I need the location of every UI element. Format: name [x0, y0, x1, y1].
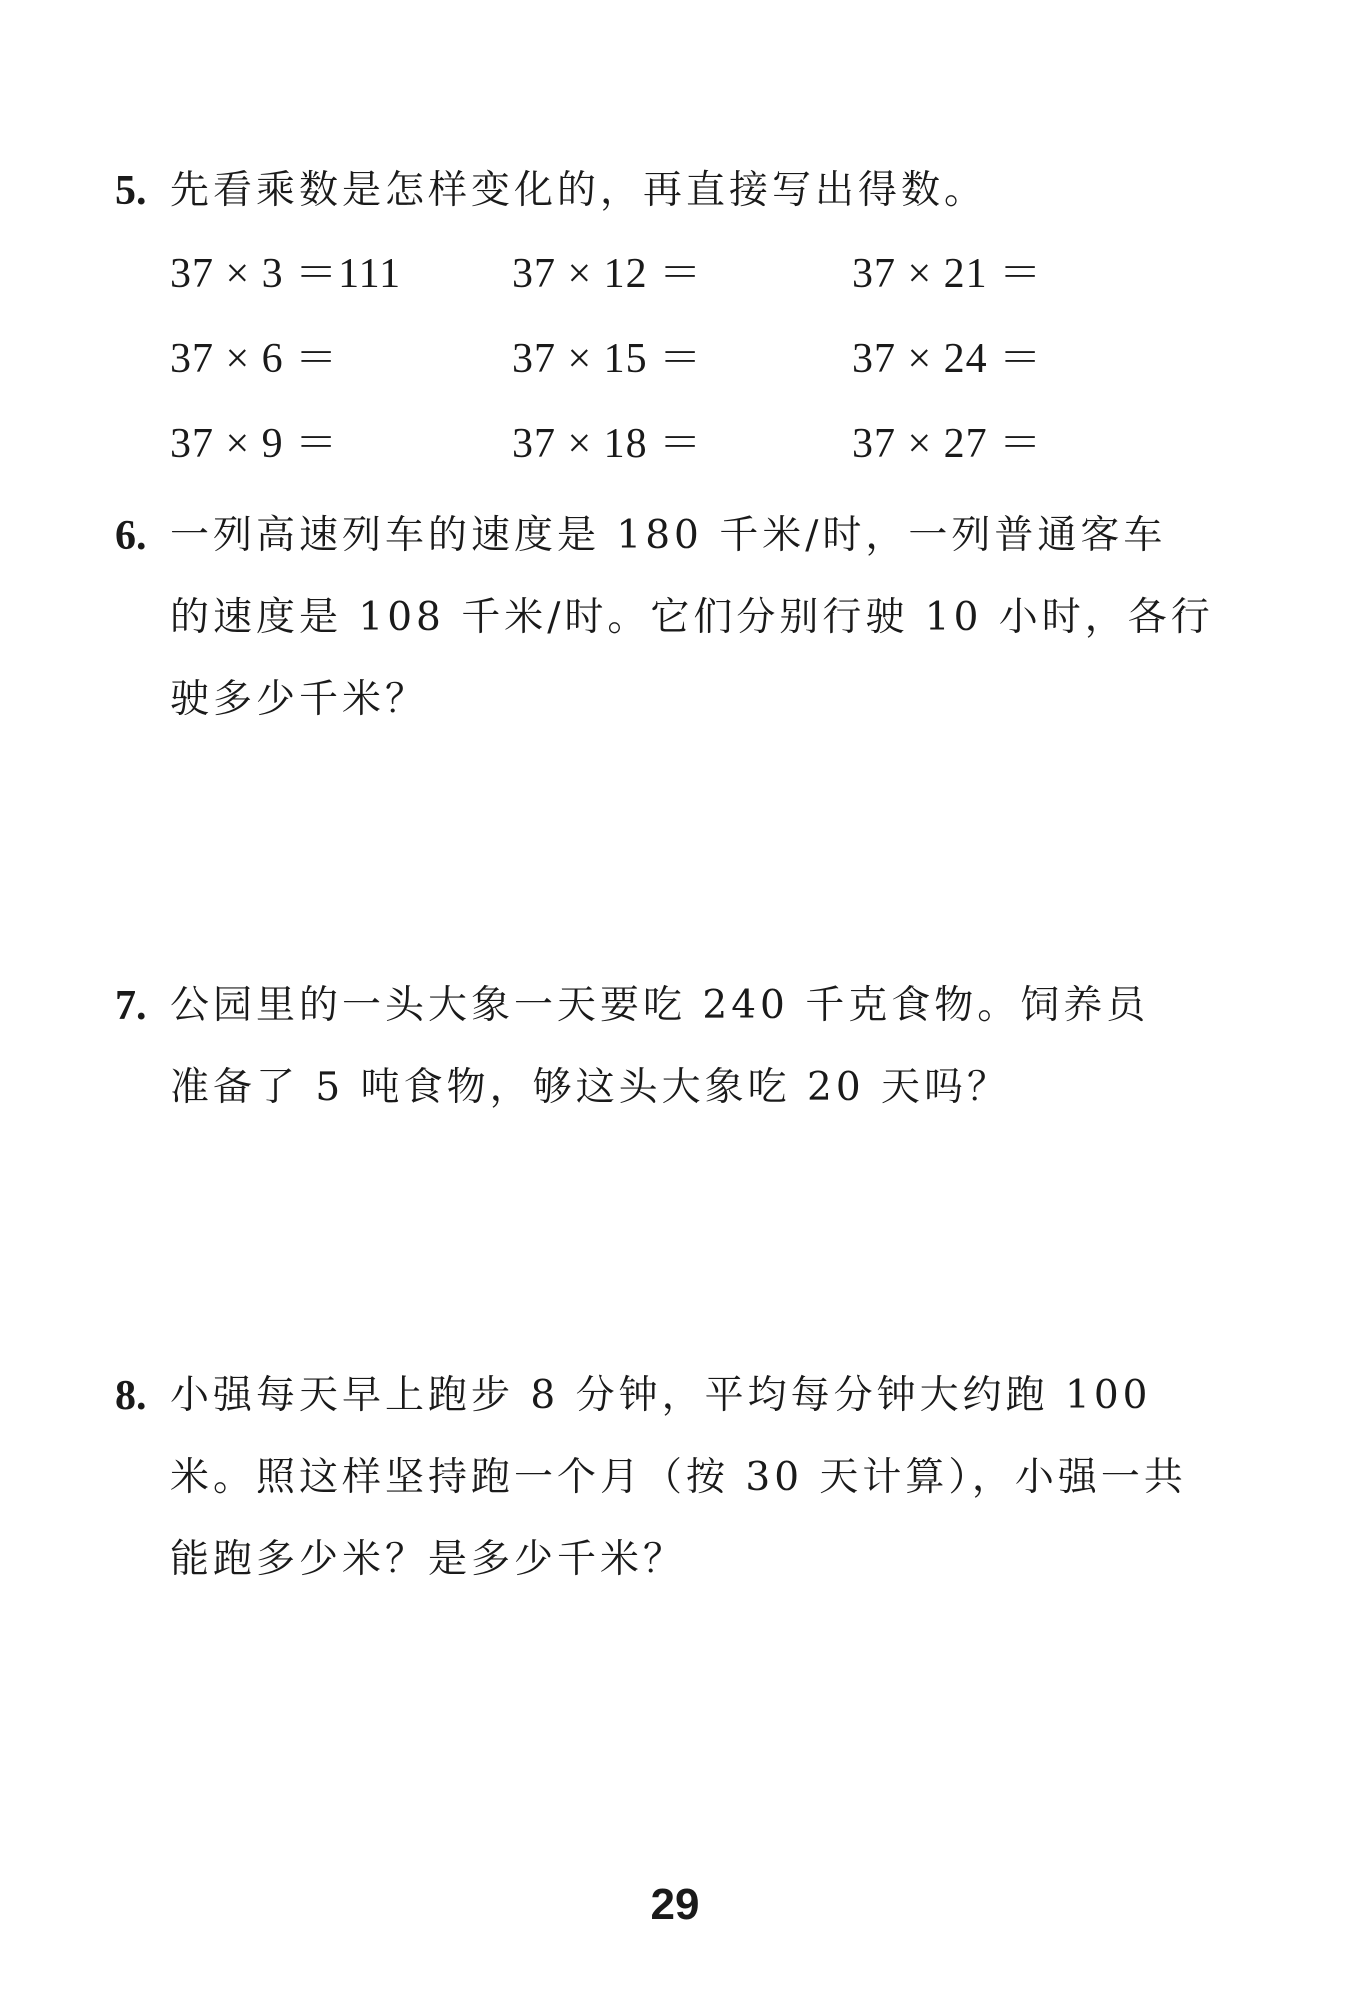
problem-number: 7.: [115, 983, 147, 1029]
equation: 37 × 3 ＝111: [170, 251, 402, 297]
problem-line: 驶多少千米？: [170, 677, 429, 722]
problem-text: [170, 495, 1245, 741]
equation: 37 × 24 ＝: [852, 336, 1043, 382]
equation-row: [170, 232, 1170, 317]
equation: 37 × 21 ＝: [852, 251, 1043, 297]
problem-line: 米。照这样坚持跑一个月（按 30 天计算），小强一共: [170, 1455, 1187, 1500]
equation: 37 × 18 ＝: [512, 421, 703, 467]
problem-line: 小强每天早上跑步 8 分钟，平均每分钟大约跑 100: [170, 1373, 1152, 1418]
problem-line: 一列高速列车的速度是 180 千米/时，一列普通客车: [170, 513, 1167, 558]
problem-line: 先看乘数是怎样变化的，再直接写出得数。: [170, 168, 988, 213]
equation-row: [170, 317, 1170, 402]
equation: 37 × 27 ＝: [852, 421, 1043, 467]
problem-7: [115, 965, 1245, 1129]
equation-grid: [170, 232, 1170, 487]
problem-line: 公园里的一头大象一天要吃 240 千克食物。饲养员: [170, 983, 1150, 1028]
page-number: 29: [650, 1880, 700, 1929]
problem-line: 准备了 5 吨食物，够这头大象吃 20 天吗？: [170, 1065, 1011, 1110]
problem-line: 能跑多少米？是多少千米？: [170, 1537, 687, 1582]
problem-number: 5.: [115, 168, 147, 214]
equation: 37 × 6 ＝: [170, 336, 339, 382]
equation-row: [170, 402, 1170, 487]
problem-8: [115, 1355, 1245, 1601]
equation: 37 × 15 ＝: [512, 336, 703, 382]
problem-5: [115, 150, 1245, 232]
problem-line: 的速度是 108 千米/时。它们分别行驶 10 小时，各行: [170, 595, 1214, 640]
problem-text: [170, 150, 1245, 232]
problem-6: [115, 495, 1245, 741]
problem-number: 6.: [115, 513, 147, 559]
problem-text: [170, 965, 1245, 1129]
problem-text: [170, 1355, 1245, 1601]
problem-number: 8.: [115, 1373, 147, 1419]
equation: 37 × 9 ＝: [170, 421, 339, 467]
equation: 37 × 12 ＝: [512, 251, 703, 297]
